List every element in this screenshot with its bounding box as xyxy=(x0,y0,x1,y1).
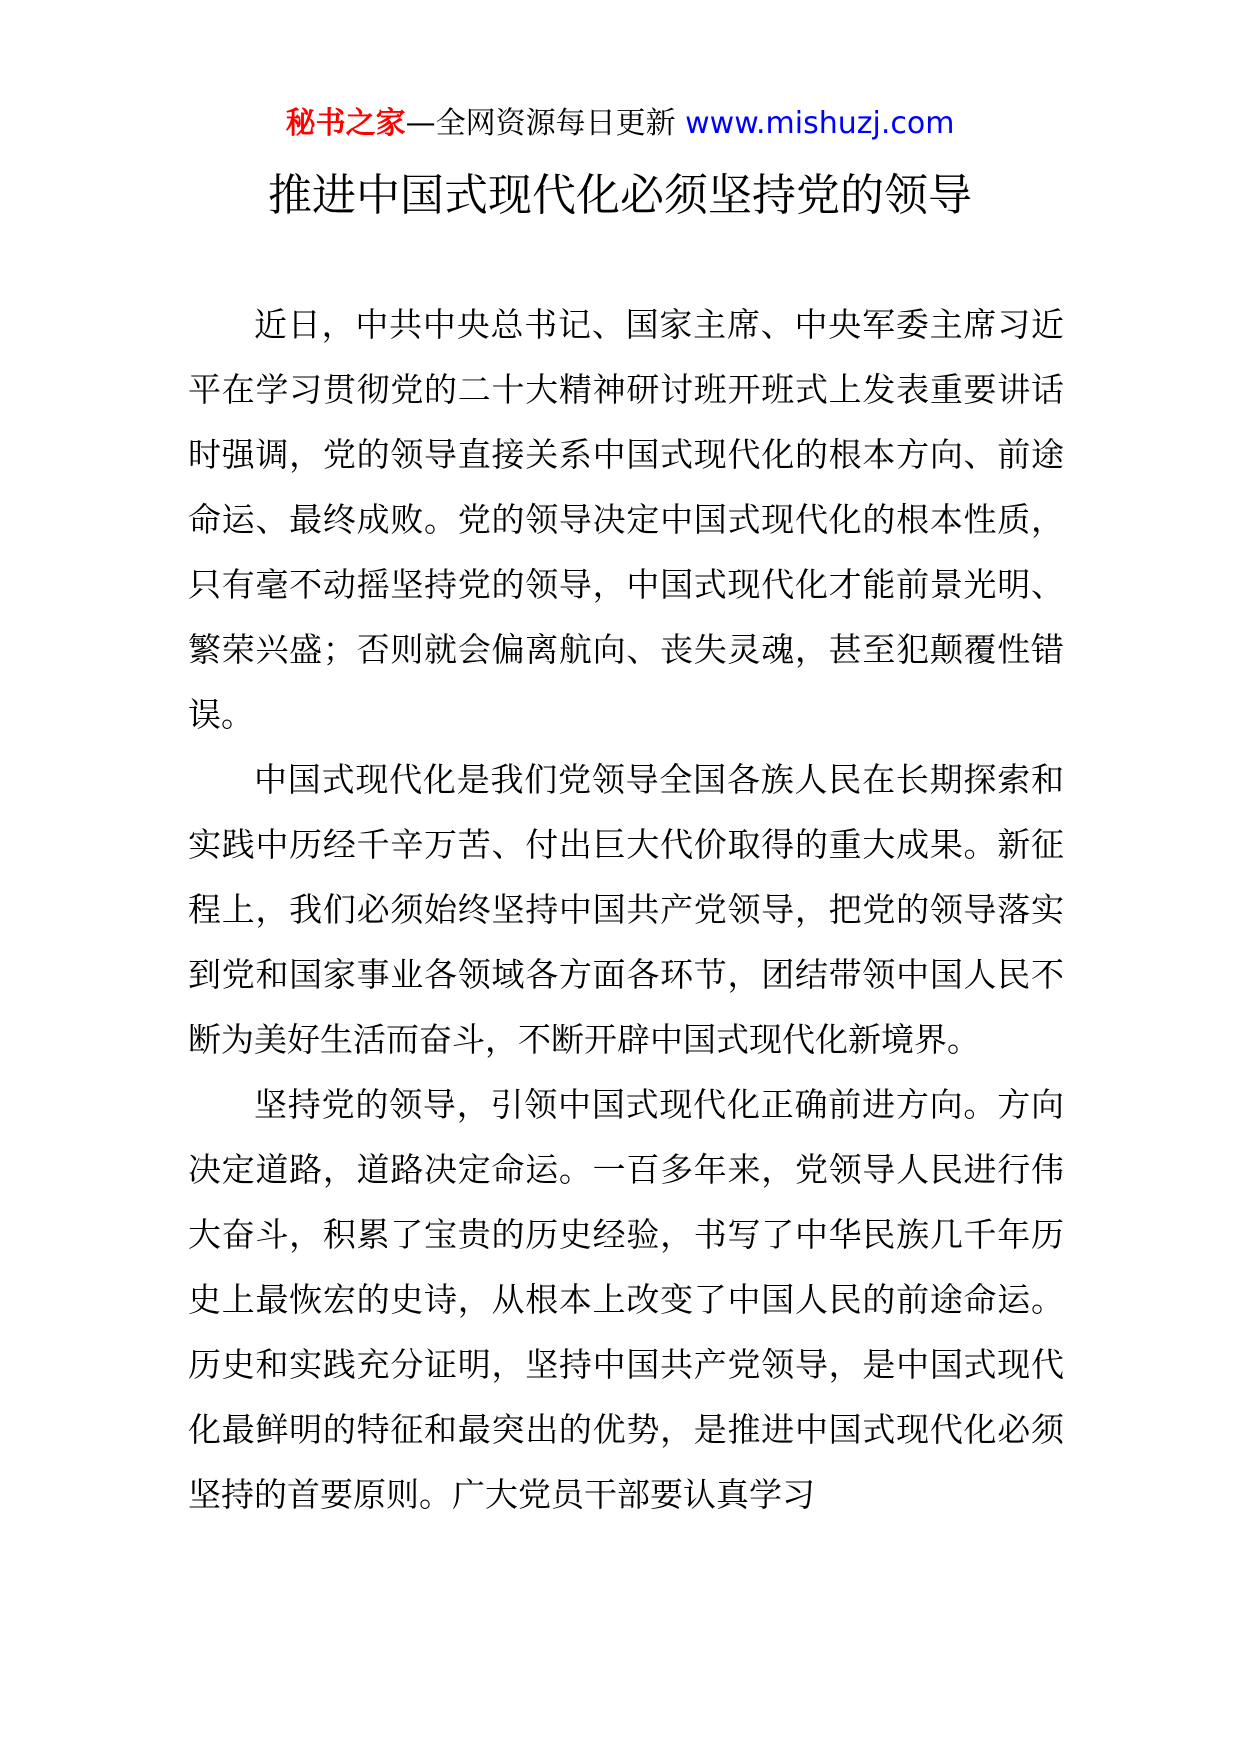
paragraph: 中国式现代化是我们党领导全国各族人民在长期探索和实践中历经千辛万苦、付出巨大代价取得的重大成果。新征程上，我们必须始终坚持中国共产党领导，把党的领导落实到党和国家事业各领域各方面各环节，团结带领中国人民不断为美好生活而奋斗，不断开辟中国式现代化新境界。 xyxy=(188,760,1064,1059)
document-body xyxy=(188,292,1064,1527)
site-url-link[interactable]: www.mishuzj.com xyxy=(685,106,955,141)
paragraph: 坚持党的领导，引领中国式现代化正确前进方向。方向决定道路，道路决定命运。一百多年来，党领导人民进行伟大奋斗，积累了宝贵的历史经验，书写了中华民族几千年历史上最恢宏的史诗，从根本上改变了中国人民的前途命运。历史和实践充分证明，坚持中国共产党领导，是中国式现代化最鲜明的特征和最突出的优势，是推进中国式现代化必须坚持的首要原则。广大党员干部要认真学习 xyxy=(188,1085,1064,1514)
site-header xyxy=(0,104,1240,144)
header-slogan: —全网资源每日更新 xyxy=(405,106,676,141)
paragraph: 近日，中共中央总书记、国家主席、中央军委主席习近平在学习贯彻党的二十大精神研讨班开班式上发表重要讲话时强调，党的领导直接关系中国式现代化的根本方向、前途命运、最终成败。党的领导决定中国式现代化的根本性质，只有毫不动摇坚持党的领导，中国式现代化才能前景光明、繁荣兴盛；否则就会偏离航向、丧失灵魂，甚至犯颠覆性错误。 xyxy=(188,305,1064,734)
document-title: 推进中国式现代化必须坚持党的领导 xyxy=(268,170,972,221)
brand-name: 秘书之家 xyxy=(285,106,406,141)
